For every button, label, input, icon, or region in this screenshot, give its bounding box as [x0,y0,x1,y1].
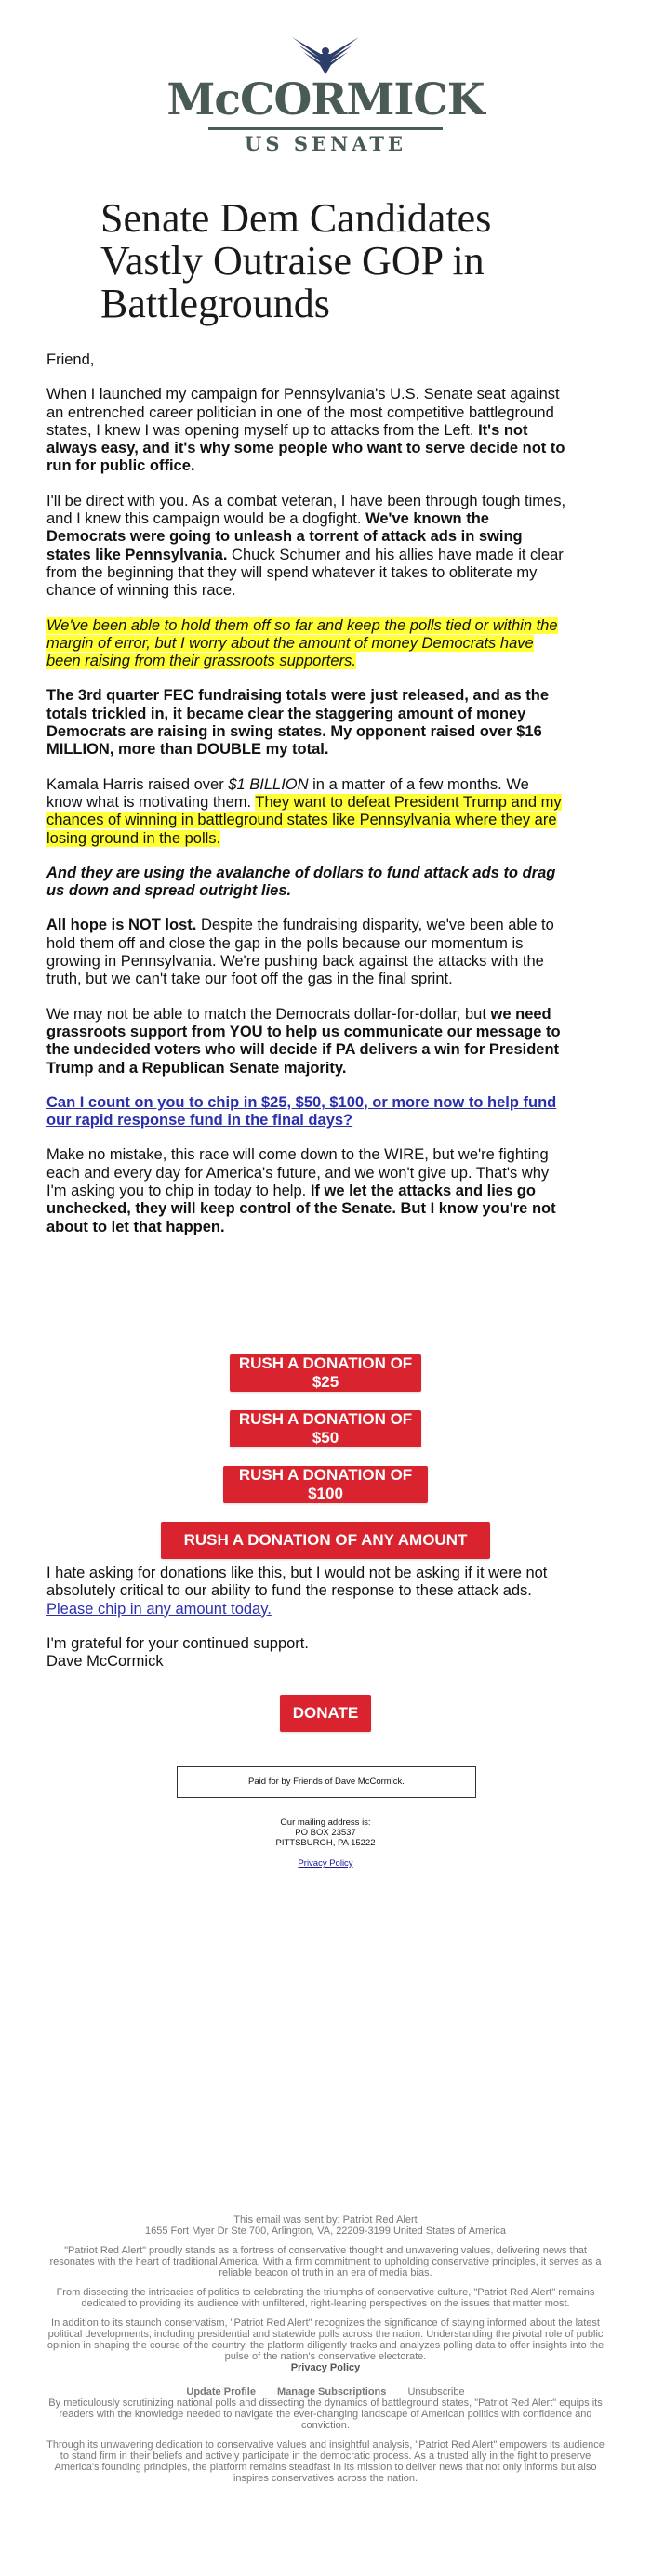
p7-text: Despite the fundraising disparity, we've been able to hold them off and close the gap in the polls because our momentum is growing in Pennsylvania. We're pushing back against the attacks with the truth, but we can't take our foot off the gas in the final sprint. [46,917,554,988]
closing: I'm grateful for your continued support. [46,1634,309,1652]
mailing-address [0,1817,651,1869]
donate-100-button[interactable]: RUSH A DONATION OF $100 [223,1466,428,1503]
p1-bold: It's not always easy, and it's why some people who want to serve decide not to run for public office. [46,421,565,475]
p6-bold-italic: And they are using the avalanche of dollars to fund attack ads to drag us down and spread outright lies. [46,864,556,900]
paragraph-4 [46,687,567,759]
donate-any-amount-button[interactable]: RUSH A DONATION OF ANY AMOUNT [161,1522,490,1559]
p4-bold-c: my total. [265,741,329,759]
chip-in-link[interactable]: Can I count on you to chip in $25, $50, $100, or more now to help fund our rapid response fund in the final days? [46,1093,557,1129]
sender-address: 1655 Fort Myer Dr Ste 700, Arlington, VA, 22209-3199 United States of America [144,2226,507,2237]
p5-billion: $1 BILLION [228,775,309,793]
p2-text-c: Chuck Schumer and his allies have made it clear from the beginning that they will spend whatever it takes to obliterate my chance of winning this race. [46,546,564,600]
p5-text-c: in a matter of a few months. We know what is motivating them. [46,775,529,811]
unsubscribe-link[interactable]: Unsubscribe [407,2386,465,2398]
paragraph-10 [46,1146,567,1235]
sender-footer [46,2214,604,2492]
campaign-logo [0,35,651,153]
donate-button[interactable]: DONATE [280,1695,371,1732]
p7-bold: All hope is NOT lost. [46,917,197,934]
privacy-policy-link[interactable]: Privacy Policy [298,1858,353,1869]
p8-bold: we need grassroots support from YOU to help us communicate our message to the undecided voters who will decide if PA delivers a win for President Trump and a Republican Senate majority. [46,1005,561,1077]
p3-highlight: We've been able to hold them off so far and keep the polls tied or within the margin of error, but I worry about the amount of money Democrats have been raising from their grassroots supporters. [46,616,558,670]
p4-double: DOUBLE [196,741,262,759]
footer-para-5: Through its unwavering dedication to conservative values and insightful analysis, "Patriot Red Alert" empowers its audience to stand firm in their beliefs and actively participate in the democratic process. As a trusted ally in the fight to preserve America's founding principles, the platform remains steadfast in its mission to deliver news that not only informs but also inspires conservatives across the nation. [46,2439,604,2484]
footer-links [46,2386,604,2398]
mailing-label: Our mailing address is: [280,1817,371,1828]
paragraph-8 [46,1006,567,1077]
p8-text: We may not be able to match the Democrats dollar-for-dollar, but [46,1005,486,1023]
paid-for-box: Paid for by Friends of Dave McCormick. [177,1766,476,1798]
paragraph-2 [46,493,567,601]
paragraph-6 [46,865,567,901]
update-profile-link[interactable]: Update Profile [186,2386,256,2398]
greeting: Friend, [46,351,95,368]
chip-in-any-amount-link[interactable]: Please chip in any amount today. [46,1600,272,1618]
p5-text-a: Kamala Harris raised over [46,775,224,793]
paragraph-5 [46,776,567,848]
p11-text: I hate asking for donations like this, but I would not be asking if it were not absolutely critical to our ability to fund the response to these attack ads. [46,1565,548,1600]
logo-name: McCORMICK [166,74,485,125]
p5-highlight: They want to defeat President Trump and my chances of winning in battleground states like Pennsylvania where they are losing ground in the polls. [46,793,562,847]
signature: Dave McCormick [46,1653,164,1671]
donate-50-button[interactable]: RUSH A DONATION OF $50 [230,1410,421,1447]
p2-text-a: I'll be direct with you. As a combat veteran, I have been through tough times, and I knew this campaign would be a dogfight. [46,492,566,528]
footer-para-3: In addition to its staunch conservatism, "Patriot Red Alert" recognizes the significance of staying informed about the latest political developments, including presidential and statewide polls across the nation. Understanding the pivotal role of public opinion in shaping the course of the country, the platform diligently tracks and analyzes polling data to offer insights into the pulse of the nation's conservative electorate. [46,2318,604,2362]
donate-25-button[interactable]: RUSH A DONATION OF $25 [230,1354,421,1392]
footer-privacy[interactable]: Privacy Policy [290,2362,361,2373]
logo-subtitle: US SENATE [245,132,406,155]
p10-bold: If we let the attacks and lies go unchecked, they will keep control of the Senate. But I know you're not about to let that happen. [46,1182,556,1235]
mailing-box: PO BOX 23537 [295,1828,356,1838]
paragraph-1 [46,386,567,475]
sent-by: This email was sent by: Patriot Red Alert [233,2214,418,2226]
letter-closing [46,1565,567,1687]
p4-bold-a: The 3rd quarter FEC fundraising totals were just released, and as the totals trickled in, it became clear the staggering amount of money Democrats are raising in swing states. My opponent raised over $16 MILLION, more than [46,687,550,759]
paragraph-7 [46,917,567,988]
donation-buttons [0,1354,651,1559]
paragraph-9 [46,1094,567,1130]
logo-divider [208,127,443,130]
footer-para-1: "Patriot Red Alert" proudly stands as a fortress of conservative thought and unwavering values, delivering news that resonates with the heart of traditional America. With a firm commitment to upholding conservative principles, it serves as a reliable beacon of truth in an era of media bias. [49,2245,602,2279]
paragraph-3 [46,617,567,671]
footer-para-4: By meticulously scrutinizing national polls and dissecting the dynamics of battleground states, "Patriot Red Alert" equips its readers with the knowledge needed to navigate the ever-changing landscape of American politics with confidence and conviction. [48,2398,603,2431]
mailing-city: PITTSBURGH, PA 15222 [275,1838,376,1848]
headline: Senate Dem Candidates Vastly Outraise GOP in Battlegrounds [100,195,492,326]
manage-subscriptions-link[interactable]: Manage Subscriptions [277,2386,387,2398]
donate-button-row [0,1695,651,1732]
eagle-icon [290,35,361,76]
footer-para-2: From dissecting the intricacies of politics to celebrating the triumphs of conservative culture, "Patriot Red Alert" remains dedicated to providing its audience with unfiltered, right-leaning perspectives on the issues that matter most. [56,2287,595,2309]
paragraph-11 [46,1565,567,1618]
p1-text: When I launched my campaign for Pennsylvania's U.S. Senate seat against an entrenched career politician in one of the most competitive battleground states, I knew I was opening myself up to attacks from the Left. [46,386,560,439]
letter-body [46,351,567,1253]
p2-bold: We've known the Democrats were going to unleash a torrent of attack ads in swing states like Pennsylvania. [46,510,523,563]
p10-text: Make no mistake, this race will come down to the WIRE, but we're fighting each and every day for America's future, and we won't give up. That's why I'm asking you to chip in today to help. [46,1146,550,1199]
